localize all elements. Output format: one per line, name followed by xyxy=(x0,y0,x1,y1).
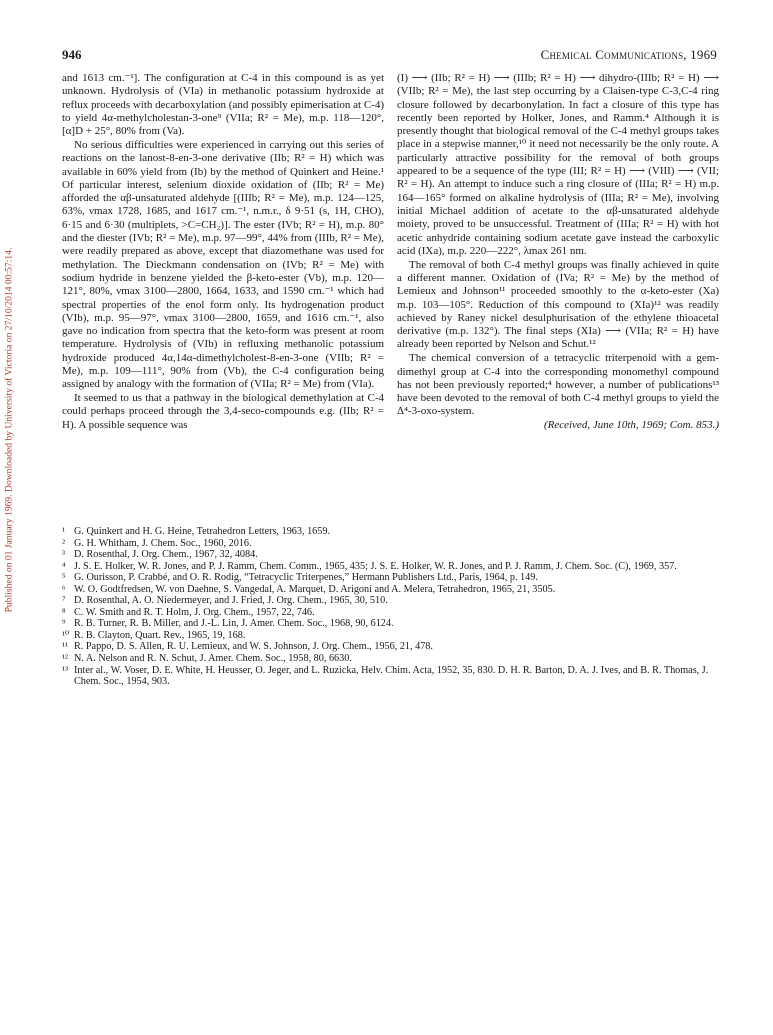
reference-item xyxy=(62,630,717,642)
reference-text: Inter al., W. Voser, D. E. White, H. Heusser, O. Jeger, and L. Ruzicka, Helv. Chim. Acta, 1952, 35, 830. D. H. R. Barton, D. A. J. Ives, and B. R. Thomas, J. Chem. Soc., 1954, 903. xyxy=(74,664,709,688)
reference-number: ¹³ xyxy=(62,664,69,676)
reference-number: ¹² xyxy=(62,653,69,665)
page-number: 946 xyxy=(62,47,82,62)
left-column xyxy=(62,72,384,433)
reference-text: D. Rosenthal, J. Org. Chem., 1967, 32, 4084. xyxy=(74,549,258,561)
reference-item xyxy=(62,653,717,665)
reference-text: R. Pappo, D. S. Allen, R. U. Lemieux, and W. S. Johnson, J. Org. Chem., 1956, 21, 478. xyxy=(74,641,433,653)
reference-number: ⁶ xyxy=(62,583,66,595)
reference-number: ⁷ xyxy=(62,595,66,607)
reference-number: ¹⁰ xyxy=(62,629,70,641)
reference-item xyxy=(62,561,717,573)
reference-number: ⁵ xyxy=(62,572,66,584)
paragraph: and 1613 cm.⁻¹]. The configuration at C-4 in this compound is as yet unknown. Hydrolysis of (VIa) in methanolic potassium hydroxide at reflux proceeds with decarboxylation (and possibly epimerisation at C-4) to yield 4α-methylcholestan-3-one⁹ (VIIa; R² = Me), m.p. 118—120°, [α]D + 25°, 80% from (Va). xyxy=(62,72,384,138)
reference-text: G. Quinkert and H. G. Heine, Tetrahedron Letters, 1963, 1659. xyxy=(74,526,330,537)
paragraph: The chemical conversion of a tetracyclic triterpenoid with a gem-dimethyl group at C-4 into the corresponding monomethyl compound has not been previously reported;⁴ however, a number of publications¹³ have been devoted to the removal of both C-4 methyl groups to yield the Δ⁴-3-oxo-system. xyxy=(397,352,719,418)
reference-text: J. S. E. Holker, W. R. Jones, and P. J. Ramm, Chem. Comm., 1965, 435; J. S. E. Holker, W. R. Jones, and P. J. Ramm, J. Chem. Soc. (C), 1969, 357. xyxy=(74,560,677,572)
reference-item xyxy=(62,618,717,630)
reference-number: ³ xyxy=(62,549,66,561)
reference-number: ¹ xyxy=(62,526,66,537)
reference-text: G. Ourisson, P. Crabbé, and O. R. Rodig, “Tetracyclic Triterpenes,” Hermann Publishers Ltd., Paris, 1964, p. 149. xyxy=(74,572,538,584)
reference-text: C. W. Smith and R. T. Holm, J. Org. Chem., 1957, 22, 746. xyxy=(74,606,315,618)
paragraph: The removal of both C-4 methyl groups was finally achieved in quite a different manner. Oxidation of (IVa; R² = Me) by the method of Lemieux and Johnson¹¹ proceeded smoothly to the α-keto-ester (Xa) m.p. 103—105°. Reduction of this compound to (XIa)¹² was readily achieved by Raney nickel desulphurisation of the ethylene thioacetal derivative (m.p. 132°). The final steps (XIa) ⟶ (VIIa; R² = H) have already been reported by Nelson and Schut.¹² xyxy=(397,258,719,351)
reference-text: G. H. Whitham, J. Chem. Soc., 1960, 2016. xyxy=(74,537,252,549)
reference-text: N. A. Nelson and R. N. Schut, J. Amer. Chem. Soc., 1958, 80, 6630. xyxy=(74,653,352,665)
reference-item xyxy=(62,538,717,550)
right-column xyxy=(397,72,719,433)
paragraph: (I) ⟶ (IIb; R² = H) ⟶ (IIIb; R² = H) ⟶ dihydro-(IIIb; R² = H) ⟶ (VIIb; R² = Me), the last step occurring by a Claisen-type C-3,C-4 ring closure followed by decarbonylation. In fact a closure of this type has recently been reported by Holker, Jones, and Ramm.⁴ Although it is presently thought that biological removal of the C-4 methyl groups takes place in a stepwise manner,¹⁰ it need not necessarily be the only route. A particularly attractive possibility for the removal of both groups appeared to be a sequence of the type (III; R² = H) ⟶ (VIII) ⟶ (VII; R² = H). An attempt to induce such a ring closure of (IIIa; R² = H) m.p. 164—165° formed on alkaline hydrolysis of (IIIa; R² = Me), involving initial Michael addition of acetate to the αβ-unsaturated aldehyde moiety, proved to be unsuccessful. Treatment of (IIIa; R² = H) with hot acetic anhydride containing sodium acetate gave instead the carboxylic acid (IXa), m.p. 220—222°, λmax 261 nm. xyxy=(397,72,719,257)
paragraph: No serious difficulties were experienced in carrying out this series of reactions on the lanost-8-en-3-one derivative (IIb; R² = H) which was available in 60% yield from (Ib) by the method of Quinkert and Heine.¹ Of particular interest, selenium dioxide oxidation of (IIb; R² = Me) afforded the αβ-unsaturated aldehyde [(IIIb; R² = Me), m.p. 124—125, 63%, νmax 1728, 1685, and 1617 cm.⁻¹, n.m.r., δ 9·51 (s, 1H, CHO), 6·15 and 6·30 (multiplets, >C=CH₂)]. The ester (IVb; R² = H), m.p. 80° and the diester (IVb; R² = Me), m.p. 97—99°, 44% from (IIIb, R² = Me), were readily prepared as above, except that diazomethane was used for methylation. The Dieckmann condensation on (IVb; R² = Me) with sodium hydride in benzene yielded the β-keto-ester (Vb), m.p. 120—121°, 80%, νmax 3100—2800, 1664, 1633, and 1590 cm.⁻¹ which had spectral properties of the enol form only. Its hydrogenation product (VIb), m.p. 95—97°, νmax 3100—2800, 1659, and 1616 cm.⁻¹, also gave no indication from spectra that the keto-form was present at room temperature. Hydrolysis of (VIb) in refluxing methanolic potassium hydroxide produced 4α,14α-dimethylcholest-8-en-3-one (VIIb; R² = Me), m.p. 109—111°, 90% from (Vb), the C-4 configuration being assigned by analogy with the formation of (VIIa; R² = Me) from (VIa). xyxy=(62,138,384,391)
paragraph: It seemed to us that a pathway in the biological demethylation at C-4 could perhaps proceed through the 3,4-seco-compounds e.g. (IIb; R² = H). A possible sequence was xyxy=(62,392,384,431)
download-watermark-text: Published on 01 January 1969. Downloaded by University of Victoria on 27/10/2014 00:57:14. xyxy=(3,247,15,613)
reference-item xyxy=(62,526,717,538)
reference-number: ⁴ xyxy=(62,560,66,572)
reference-item xyxy=(62,572,717,584)
reference-item xyxy=(62,549,717,561)
reference-number: ² xyxy=(62,537,66,549)
references-list xyxy=(62,526,717,688)
download-watermark xyxy=(2,210,16,650)
reference-item xyxy=(62,665,717,688)
reference-text: R. B. Clayton, Quart. Rev., 1965, 19, 168. xyxy=(74,629,246,641)
page-header xyxy=(62,47,717,63)
reference-text: R. B. Turner, R. B. Miller, and J.-L. Lin, J. Amer. Chem. Soc., 1968, 90, 6124. xyxy=(74,618,394,630)
reference-text: W. O. Godtfredsen, W. von Daehne, S. Vangedal, A. Marquet, D. Arigoni and A. Melera, Tetrahedron, 1965, 21, 3505. xyxy=(74,583,556,595)
reference-item xyxy=(62,607,717,619)
reference-text: D. Rosenthal, A. O. Niedermeyer, and J. Fried, J. Org. Chem., 1965, 30, 510. xyxy=(74,595,388,607)
journal-title: Chemical Communications, 1969 xyxy=(540,47,717,62)
reference-item xyxy=(62,595,717,607)
reference-item xyxy=(62,584,717,596)
reference-number: ⁹ xyxy=(62,618,66,630)
reference-item xyxy=(62,641,717,653)
received-date: (Received, June 10th, 1969; Com. 853.) xyxy=(543,419,719,432)
reference-number: ¹¹ xyxy=(62,641,69,653)
reference-number: ⁸ xyxy=(62,606,66,618)
